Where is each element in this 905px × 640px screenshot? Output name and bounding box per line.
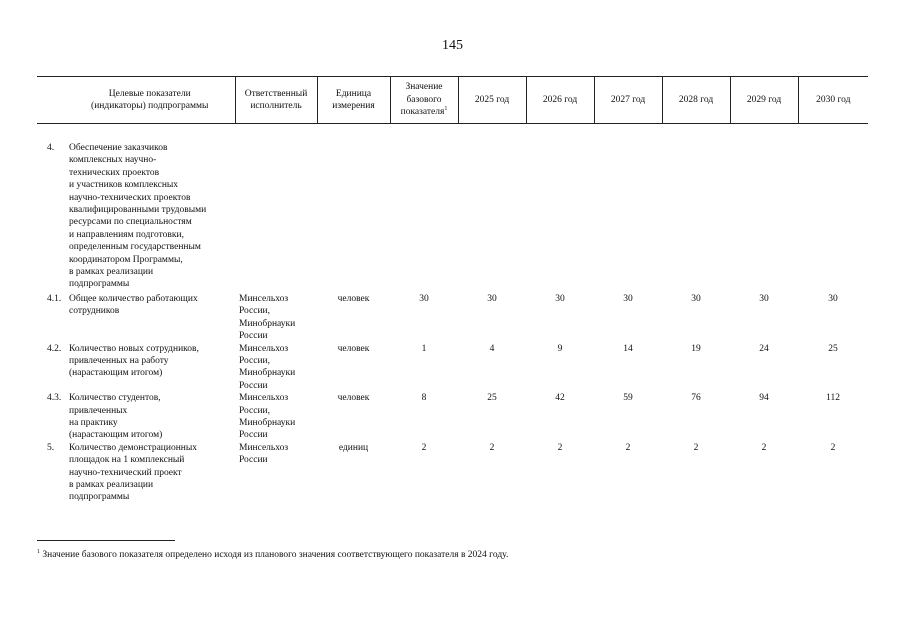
year-value-cell: 112: [826, 393, 840, 404]
year-value-cell: 25: [487, 393, 497, 404]
indicator-name-line: привлеченных: [69, 405, 128, 416]
section-title-line: подпрограммы: [69, 279, 130, 290]
year-value-cell: 2: [557, 442, 563, 453]
year-value-cell: 30: [759, 293, 769, 304]
section-number: 4.: [47, 143, 55, 153]
header-base-value: [390, 77, 458, 124]
indicator-name-line: сотрудников: [69, 306, 120, 317]
year-value-cell: 9: [557, 343, 563, 354]
year-value-cell: 30: [487, 293, 497, 304]
responsible-line: России,: [239, 355, 271, 366]
section-row: [37, 142, 868, 291]
responsible-line: Минсельхоз: [239, 393, 289, 404]
indicator-cell: [37, 293, 235, 343]
section-title-line: комплексных научно-: [69, 155, 157, 166]
header-unit-line2: измерения: [332, 101, 375, 111]
indicator-cell: [37, 392, 235, 442]
indicator-number: 4.2.: [47, 343, 62, 354]
section-title-line: определенным государственным: [69, 242, 201, 253]
base-value-cell: 2: [421, 442, 427, 453]
header-year-2029: 2029 год: [730, 77, 798, 124]
responsible-line: Минсельхоз: [239, 442, 289, 453]
footnote: [37, 549, 508, 561]
year-value-cell: 24: [759, 343, 769, 354]
indicator-name-line: Количество студентов,: [69, 393, 161, 404]
header-year-2025: 2025 год: [458, 77, 526, 124]
year-value-cell: 30: [623, 293, 633, 304]
header-unit: [317, 77, 390, 124]
responsible-line: Минсельхоз: [239, 343, 289, 354]
indicator-name-line: (нарастающим итогом): [69, 368, 163, 379]
responsible-line: России: [239, 331, 268, 342]
header-indicators: [37, 77, 235, 124]
year-value-cell: 25: [828, 343, 838, 354]
table-header-row: [37, 77, 868, 124]
header-indicators-line1: Целевые показатели: [108, 88, 191, 99]
section-title-line: координатором Программы,: [69, 254, 183, 265]
footnote-separator: [37, 540, 175, 541]
year-value-cell: 76: [691, 393, 701, 404]
year-value-cell: 19: [691, 343, 701, 354]
section-title-line: в рамках реализации: [69, 267, 154, 278]
section-title: [69, 142, 206, 291]
indicator-name-line: привлеченных на работу: [69, 355, 169, 366]
indicator-name-line: научно-технический проект: [69, 467, 182, 478]
responsible-cell: [235, 442, 317, 504]
header-year-2028: 2028 год: [662, 77, 730, 124]
year-value-cell: 2: [761, 442, 767, 453]
page-number: 145: [442, 38, 463, 53]
section-title-line: квалифицированными трудовыми: [69, 205, 207, 216]
year-value-cell: 30: [691, 293, 701, 304]
section-title-line: и участников комплексных: [69, 180, 179, 191]
table-row: [37, 392, 868, 442]
year-value-cell: 4: [489, 343, 495, 354]
unit-cell: человек: [337, 293, 370, 304]
header-year-2027: 2027 год: [594, 77, 662, 124]
footnote-marker: 1: [37, 548, 40, 555]
table-row: [37, 343, 868, 393]
responsible-cell: [235, 343, 317, 393]
responsible-line: России,: [239, 405, 271, 416]
indicator-cell: [37, 343, 235, 393]
header-responsible: [235, 77, 317, 124]
indicator-number: 4.1.: [47, 293, 62, 304]
year-value-cell: 59: [623, 393, 633, 404]
section-title-line: и направлениям подготовки,: [69, 229, 184, 240]
indicator-number: 5.: [47, 442, 55, 453]
header-year-2026: 2026 год: [526, 77, 594, 124]
indicator-name: [69, 442, 197, 504]
section-cell: [37, 142, 235, 291]
responsible-line: Минсельхоз: [239, 293, 289, 304]
header-base-line3: показателя: [400, 107, 445, 118]
unit-cell: человек: [337, 393, 370, 404]
indicator-name-line: Количество новых сотрудников,: [69, 343, 199, 354]
header-unit-line1: Единица: [335, 88, 372, 99]
year-value-cell: 2: [830, 442, 836, 453]
year-value-cell: 30: [555, 293, 565, 304]
header-responsible-line2: исполнитель: [250, 101, 302, 111]
year-value-cell: 30: [828, 293, 838, 304]
base-value-cell: 30: [419, 293, 429, 304]
indicator-name-line: Количество демонстрационных: [69, 442, 198, 453]
section-title-line: технических проектов: [69, 167, 160, 178]
indicator-name-line: Общее количество работающих: [69, 293, 198, 304]
responsible-cell: [235, 293, 317, 343]
section-title-line: ресурсами по специальностям: [69, 217, 192, 228]
indicator-name-line: в рамках реализации: [69, 479, 154, 490]
footnote-ref: 1: [444, 106, 448, 113]
indicator-name-line: на практику: [69, 417, 118, 428]
indicator-name: [69, 343, 199, 380]
year-value-cell: 14: [623, 343, 633, 354]
header-responsible-line1: Ответственный: [244, 88, 308, 99]
indicator-name-line: подпрограммы: [69, 492, 130, 503]
responsible-line: Минобрнауки: [239, 368, 296, 379]
section-title-line: Обеспечение заказчиков: [69, 143, 168, 153]
year-value-cell: 2: [693, 442, 699, 453]
responsible-line: Минобрнауки: [239, 318, 296, 329]
base-value-cell: 1: [421, 343, 427, 354]
responsible-line: России: [239, 430, 268, 441]
indicator-name: [69, 293, 198, 318]
unit-cell: человек: [337, 343, 370, 354]
unit-cell: единиц: [338, 442, 369, 453]
indicator-cell: [37, 442, 235, 504]
header-indicators-line2: (индикаторы) подпрограммы: [91, 101, 209, 111]
table-row: [37, 293, 868, 343]
section-title-line: научно-технических проектов: [69, 192, 191, 203]
indicator-name-line: (нарастающим итогом): [69, 430, 163, 441]
header-base-line1: Значение: [405, 82, 443, 93]
base-value-cell: 8: [421, 393, 427, 404]
header-year-2030: 2030 год: [798, 77, 868, 124]
header-base-line2: базового: [406, 94, 442, 105]
year-value-cell: 94: [759, 393, 769, 404]
responsible-line: России: [239, 380, 268, 391]
footnote-text: Значение базового показателя определено исходя из планового значения соответствующего показателя в 2024 году.: [40, 550, 509, 560]
responsible-line: России: [239, 455, 268, 466]
responsible-cell: [235, 392, 317, 442]
indicators-table: [37, 76, 868, 504]
year-value-cell: 2: [625, 442, 631, 453]
year-value-cell: 42: [555, 393, 565, 404]
responsible-line: Минобрнауки: [239, 417, 296, 428]
indicator-name-line: площадок на 1 комплексный: [69, 455, 185, 466]
indicator-number: 4.3.: [47, 393, 62, 404]
year-value-cell: 2: [489, 442, 495, 453]
responsible-line: России,: [239, 306, 271, 317]
table-row: [37, 442, 868, 504]
indicator-name: [69, 392, 162, 442]
